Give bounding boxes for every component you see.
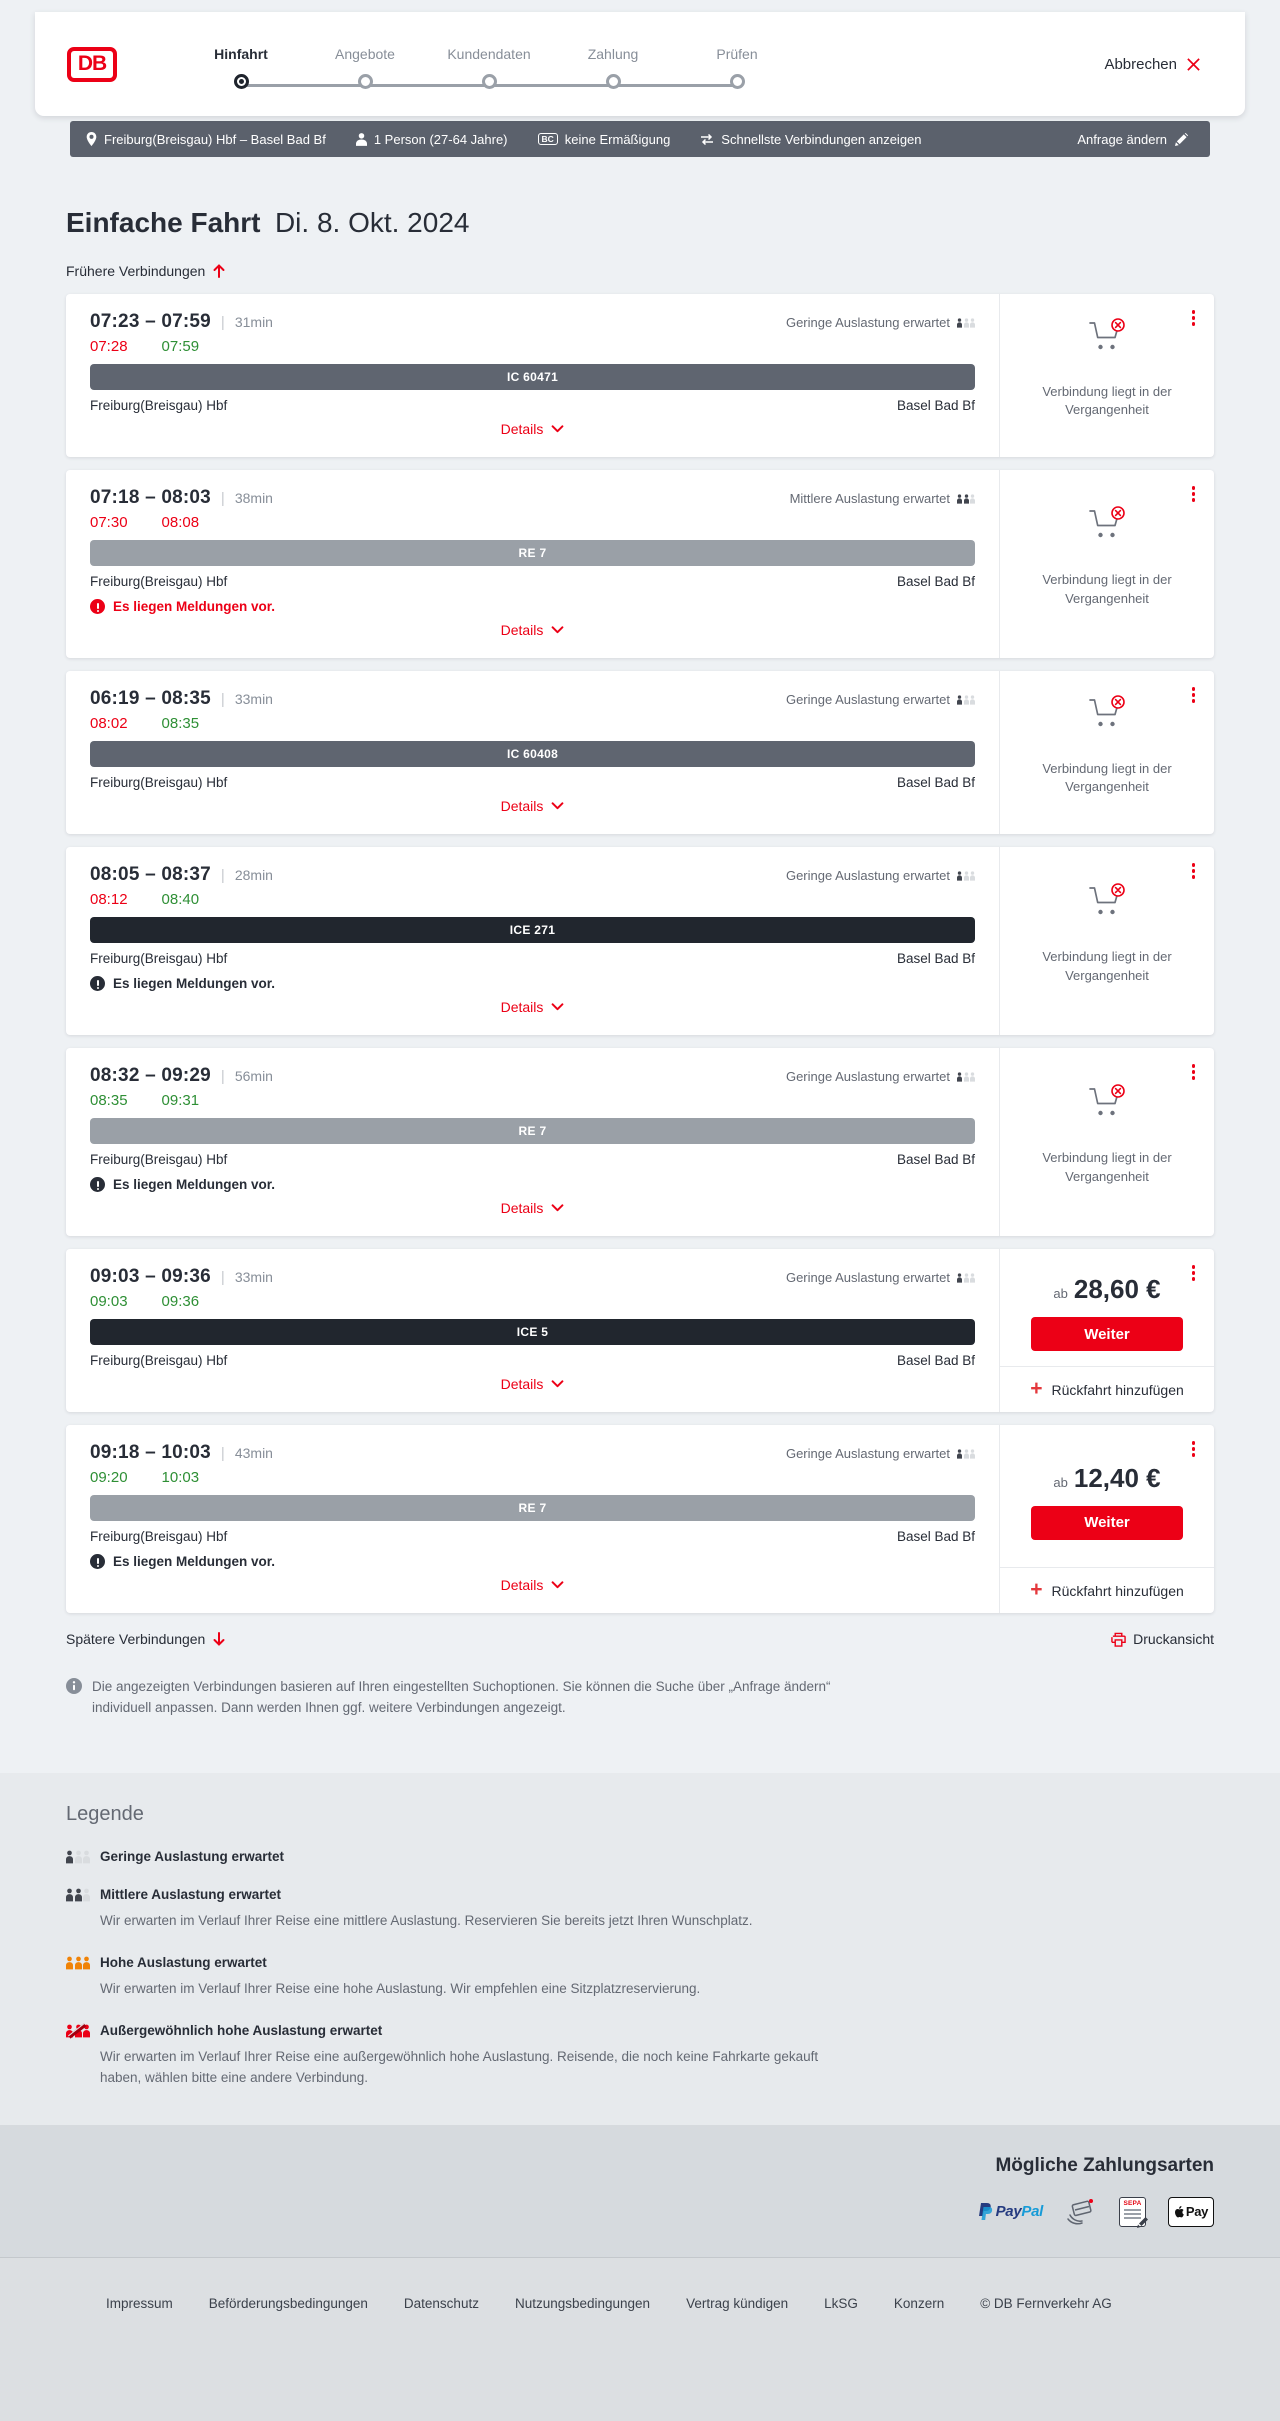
details-label: Details bbox=[500, 999, 544, 1015]
separator: | bbox=[220, 867, 225, 884]
realtime-times bbox=[90, 514, 975, 531]
occupancy-exceptional-icon bbox=[66, 2024, 90, 2038]
payments-section bbox=[0, 2125, 1280, 2257]
message-note bbox=[90, 1554, 975, 1569]
connection-side-panel bbox=[999, 294, 1214, 457]
chevron-down-icon bbox=[551, 425, 564, 433]
train-label: RE 7 bbox=[518, 1501, 547, 1515]
message-text: Es liegen Meldungen vor. bbox=[113, 599, 276, 614]
footer-link-impressum[interactable]: Impressum bbox=[106, 2295, 173, 2311]
cart-unavailable-icon bbox=[1088, 506, 1126, 540]
chevron-down-icon bbox=[551, 1003, 564, 1011]
footer-links bbox=[66, 2296, 1214, 2311]
past-connection-note bbox=[1025, 695, 1190, 811]
legend-item-description: Wir erwarten im Verlauf Ihrer Reise eine außergewöhnlich hohe Auslastung. Reisende, die noch keine Fahrkarte gekauft haben, wählen bitte eine andere Verbindung. bbox=[100, 2048, 819, 2085]
destination-station: Basel Bad Bf bbox=[896, 951, 975, 966]
destination-station: Basel Bad Bf bbox=[896, 1152, 975, 1167]
connection-side-panel bbox=[999, 847, 1214, 1035]
train-segment-bar[interactable] bbox=[90, 1118, 975, 1144]
legend-section bbox=[0, 1773, 1280, 2125]
legend-item-medium-occupancy bbox=[66, 1887, 1214, 1932]
location-pin-icon bbox=[86, 132, 97, 146]
legend-item-exceptional-occupancy bbox=[66, 2023, 1214, 2089]
stations-row bbox=[90, 1353, 975, 1368]
occupancy-high-icon bbox=[66, 1956, 90, 1970]
search-options-info-text: Die angezeigten Verbindungen basieren auf Ihren eingestellten Suchoptionen. Sie können die Suche über „Anfrage ändern“ individuell anpassen. Dann werden Ihnen ggf. weitere Verbindungen angezeigt. bbox=[92, 1679, 831, 1715]
arrow-up-icon bbox=[213, 264, 225, 278]
step-angebote[interactable] bbox=[303, 46, 427, 89]
apple-pay-label: Pay bbox=[1185, 2204, 1209, 2220]
details-toggle[interactable] bbox=[495, 790, 571, 820]
later-connections-button[interactable] bbox=[66, 1631, 225, 1647]
details-toggle[interactable] bbox=[495, 614, 571, 644]
train-segment-bar[interactable] bbox=[90, 741, 975, 767]
trip-type-title: Einfache Fahrt bbox=[66, 207, 261, 238]
destination-station: Basel Bad Bf bbox=[896, 398, 975, 413]
kebab-menu-button[interactable] bbox=[1188, 859, 1200, 883]
scheduled-times: 06:19 – 08:35 bbox=[90, 688, 211, 709]
paypal-word-2: Pal bbox=[1021, 2203, 1043, 2221]
occupancy bbox=[786, 868, 975, 883]
duration: 56min bbox=[234, 1068, 273, 1084]
past-connection-text: Verbindung liegt in der Vergangenheit bbox=[1042, 760, 1172, 795]
alert-icon bbox=[90, 1177, 105, 1192]
progress-stepper bbox=[179, 40, 799, 89]
realtime-times bbox=[90, 338, 975, 355]
departure-actual: 08:35 bbox=[90, 1092, 128, 1109]
connection-card bbox=[66, 1249, 1214, 1412]
step-dot-icon bbox=[482, 74, 497, 89]
connection-summary bbox=[66, 294, 999, 457]
separator: | bbox=[220, 1445, 225, 1462]
paypal-word-1: Pay bbox=[995, 2203, 1022, 2221]
occupancy-label: Geringe Auslastung erwartet bbox=[785, 1270, 950, 1285]
arrival-actual: 09:31 bbox=[161, 1092, 200, 1109]
discount-summary bbox=[538, 132, 671, 147]
plus-icon: + bbox=[1030, 1578, 1043, 1601]
connection-side-panel bbox=[999, 470, 1214, 658]
stations-row bbox=[90, 951, 975, 966]
earlier-connections-label: Frühere Verbindungen bbox=[66, 263, 206, 279]
credit-card-icon bbox=[1065, 2197, 1097, 2227]
connection-side-panel bbox=[999, 1425, 1214, 1613]
connection-card bbox=[66, 470, 1214, 658]
destination-station: Basel Bad Bf bbox=[896, 574, 975, 589]
kebab-menu-button[interactable] bbox=[1188, 482, 1200, 506]
footer-link-nutzungsbedingungen[interactable]: Nutzungsbedingungen bbox=[514, 2295, 651, 2311]
chevron-down-icon bbox=[551, 1380, 564, 1388]
passenger-text: 1 Person (27-64 Jahre) bbox=[373, 131, 508, 147]
realtime-times bbox=[90, 1469, 975, 1486]
origin-station: Freiburg(Breisgau) Hbf bbox=[90, 951, 228, 966]
separator: | bbox=[220, 314, 225, 331]
departure-actual: 07:28 bbox=[90, 338, 128, 355]
step-label: Hinfahrt bbox=[214, 45, 268, 62]
departure-actual: 07:30 bbox=[90, 514, 128, 531]
train-segment-bar[interactable] bbox=[90, 917, 975, 943]
cart-unavailable-icon bbox=[1088, 318, 1126, 352]
kebab-menu-button[interactable] bbox=[1188, 1437, 1200, 1461]
occupancy-medium-icon bbox=[66, 1888, 90, 1902]
arrival-actual: 09:36 bbox=[161, 1293, 200, 1310]
footer-link-konzern[interactable]: Konzern bbox=[893, 2295, 945, 2311]
stations-row bbox=[90, 574, 975, 589]
separator: | bbox=[220, 1068, 225, 1085]
arrow-down-icon bbox=[213, 1632, 225, 1646]
price-prefix: ab bbox=[1053, 1286, 1068, 1301]
print-view-button[interactable] bbox=[1111, 1631, 1214, 1647]
occupancy bbox=[790, 491, 975, 506]
connection-side-panel bbox=[999, 1048, 1214, 1236]
realtime-times bbox=[90, 891, 975, 908]
destination-station: Basel Bad Bf bbox=[896, 775, 975, 790]
discount-text: keine Ermäßigung bbox=[564, 131, 671, 147]
duration: 43min bbox=[234, 1445, 273, 1461]
connection-side-panel bbox=[999, 671, 1214, 834]
results-main bbox=[66, 157, 1214, 1719]
departure-actual: 08:02 bbox=[90, 715, 128, 732]
past-connection-note bbox=[1025, 506, 1190, 622]
occupancy-icon bbox=[957, 1072, 975, 1082]
add-return-button[interactable] bbox=[1000, 1567, 1214, 1613]
kebab-menu-button[interactable] bbox=[1188, 1060, 1200, 1084]
cart-unavailable-icon bbox=[1088, 1084, 1126, 1118]
step-pruefen[interactable] bbox=[675, 46, 799, 89]
kebab-menu-button[interactable] bbox=[1188, 306, 1200, 330]
footer-link-datenschutz[interactable]: Datenschutz bbox=[403, 2295, 479, 2311]
occupancy bbox=[786, 1270, 975, 1285]
details-toggle[interactable] bbox=[495, 413, 571, 443]
occupancy-label: Geringe Auslastung erwartet bbox=[785, 692, 950, 707]
occupancy-icon bbox=[957, 871, 975, 881]
step-label: Angebote bbox=[335, 45, 395, 62]
route-summary bbox=[86, 132, 326, 147]
details-toggle[interactable] bbox=[495, 1192, 571, 1222]
message-note bbox=[90, 1177, 975, 1192]
legend-item-low-occupancy bbox=[66, 1849, 1214, 1864]
connection-card bbox=[66, 671, 1214, 834]
legend-item-label: Außergewöhnlich hohe Auslastung erwartet bbox=[100, 2022, 383, 2038]
stations-row bbox=[90, 1529, 975, 1544]
alert-icon bbox=[90, 1554, 105, 1569]
footer-link-befoerderungsbedingungen[interactable]: Beförderungsbedingungen bbox=[208, 2295, 368, 2311]
separator: | bbox=[220, 1269, 225, 1286]
arrival-actual: 07:59 bbox=[161, 338, 200, 355]
view-option-text: Schnellste Verbindungen anzeigen bbox=[721, 131, 922, 147]
connection-summary bbox=[66, 1425, 999, 1613]
cart-unavailable-icon bbox=[1088, 695, 1126, 729]
details-toggle[interactable] bbox=[495, 991, 571, 1021]
db-logo-text: DB bbox=[77, 52, 107, 75]
connection-summary bbox=[66, 671, 999, 834]
add-return-label: Rückfahrt hinzufügen bbox=[1051, 1582, 1184, 1599]
occupancy-icon bbox=[957, 318, 975, 328]
cart-unavailable-icon bbox=[1088, 883, 1126, 917]
trip-date: Di. 8. Okt. 2024 bbox=[274, 207, 470, 238]
price-value: 28,60 € bbox=[1073, 1274, 1161, 1304]
continue-button[interactable]: Weiter bbox=[1031, 1506, 1183, 1540]
origin-station: Freiburg(Breisgau) Hbf bbox=[90, 574, 228, 589]
step-label: Zahlung bbox=[587, 45, 639, 62]
legend-item-label: Mittlere Auslastung erwartet bbox=[100, 1886, 282, 1902]
duration: 38min bbox=[234, 490, 273, 506]
past-connection-text: Verbindung liegt in der Vergangenheit bbox=[1042, 1150, 1172, 1184]
scheduled-times: 07:18 – 08:03 bbox=[90, 487, 211, 508]
footer-link-lksg[interactable]: LkSG bbox=[824, 2295, 858, 2311]
past-connection-text: Verbindung liegt in der Vergangenheit bbox=[1042, 949, 1172, 983]
occupancy-icon bbox=[957, 695, 975, 705]
details-label: Details bbox=[500, 1577, 544, 1593]
message-text: Es liegen Meldungen vor. bbox=[113, 976, 276, 991]
add-return-button[interactable] bbox=[1000, 1366, 1214, 1412]
passenger-summary bbox=[356, 132, 508, 147]
step-label: Kundendaten bbox=[447, 45, 531, 62]
cancel-label: Abbrechen bbox=[1104, 55, 1177, 73]
price-prefix: ab bbox=[1053, 1474, 1068, 1490]
occupancy-icon bbox=[957, 1273, 975, 1283]
db-logo bbox=[67, 47, 117, 82]
occupancy-label: Geringe Auslastung erwartet bbox=[785, 1069, 950, 1084]
add-return-label: Rückfahrt hinzufügen bbox=[1051, 1381, 1184, 1398]
legend-item-label: Geringe Auslastung erwartet bbox=[100, 1848, 285, 1864]
alert-icon bbox=[90, 976, 105, 991]
later-connections-label: Spätere Verbindungen bbox=[66, 1631, 206, 1647]
step-dot-icon bbox=[606, 74, 621, 89]
origin-station: Freiburg(Breisgau) Hbf bbox=[90, 1529, 228, 1544]
kebab-menu-button[interactable] bbox=[1188, 683, 1200, 707]
origin-station: Freiburg(Breisgau) Hbf bbox=[90, 1152, 228, 1167]
occupancy bbox=[786, 692, 975, 707]
footer-copyright: © DB Fernverkehr AG bbox=[980, 2295, 1112, 2311]
person-icon bbox=[356, 133, 367, 146]
occupancy bbox=[786, 1069, 975, 1084]
past-connection-text: Verbindung liegt in der Vergangenheit bbox=[1042, 572, 1172, 606]
paypal-icon bbox=[979, 2203, 1043, 2220]
occupancy bbox=[786, 1446, 975, 1461]
print-view-label: Druckansicht bbox=[1133, 1631, 1214, 1647]
bahncard-icon: BC bbox=[538, 133, 558, 146]
apple-pay-icon bbox=[1168, 2197, 1214, 2227]
sepa-icon bbox=[1119, 2197, 1146, 2227]
kebab-menu-button[interactable] bbox=[1188, 1261, 1200, 1285]
connection-summary bbox=[66, 470, 999, 658]
payment-methods bbox=[66, 2197, 1214, 2227]
scheduled-times: 08:05 – 08:37 bbox=[90, 864, 211, 885]
train-segment-bar[interactable] bbox=[90, 540, 975, 566]
connection-summary bbox=[66, 1048, 999, 1236]
departure-actual: 08:12 bbox=[90, 891, 128, 908]
alert-icon bbox=[90, 599, 105, 614]
step-dot-active-icon bbox=[234, 74, 249, 89]
origin-station: Freiburg(Breisgau) Hbf bbox=[90, 775, 228, 790]
payments-title: Mögliche Zahlungsarten bbox=[995, 2154, 1214, 2176]
printer-icon bbox=[1111, 1632, 1126, 1647]
sepa-label: SEPA bbox=[1123, 2199, 1142, 2207]
separator: | bbox=[220, 490, 225, 507]
past-connection-note bbox=[1025, 1084, 1190, 1200]
edit-query-button[interactable] bbox=[1071, 131, 1194, 148]
past-connection-text: Verbindung liegt in der Vergangenheit bbox=[1042, 383, 1172, 418]
past-connection-note bbox=[1025, 318, 1190, 434]
origin-station: Freiburg(Breisgau) Hbf bbox=[90, 398, 228, 413]
train-segment-bar[interactable] bbox=[90, 1319, 975, 1345]
step-zahlung[interactable] bbox=[551, 46, 675, 89]
price-area bbox=[1000, 1425, 1214, 1567]
stations-row bbox=[90, 1152, 975, 1167]
duration: 31min bbox=[234, 314, 273, 330]
details-toggle[interactable] bbox=[495, 1368, 571, 1398]
train-label: RE 7 bbox=[518, 1124, 547, 1138]
duration: 33min bbox=[234, 691, 273, 707]
step-kundendaten[interactable] bbox=[427, 46, 551, 89]
step-dot-icon bbox=[730, 74, 745, 89]
train-label: IC 60471 bbox=[506, 370, 559, 384]
details-label: Details bbox=[500, 1200, 544, 1216]
realtime-times bbox=[90, 1092, 975, 1109]
train-label: RE 7 bbox=[518, 546, 547, 560]
arrival-actual: 10:03 bbox=[161, 1469, 200, 1486]
destination-station: Basel Bad Bf bbox=[896, 1529, 975, 1544]
origin-station: Freiburg(Breisgau) Hbf bbox=[90, 1353, 228, 1368]
train-segment-bar[interactable] bbox=[90, 364, 975, 390]
price-area bbox=[1000, 1249, 1214, 1366]
price-value: 12,40 € bbox=[1073, 1462, 1161, 1493]
message-note bbox=[90, 599, 975, 614]
route-text: Freiburg(Breisgau) Hbf – Basel Bad Bf bbox=[104, 131, 326, 147]
chevron-down-icon bbox=[551, 1581, 564, 1589]
occupancy-low-icon bbox=[66, 1850, 90, 1864]
train-label: ICE 271 bbox=[509, 923, 556, 937]
occupancy-label: Geringe Auslastung erwartet bbox=[785, 315, 950, 330]
arrival-actual: 08:35 bbox=[161, 715, 200, 732]
view-option-summary bbox=[700, 132, 921, 147]
occupancy-label: Geringe Auslastung erwartet bbox=[785, 868, 950, 883]
legend-item-label: Hohe Auslastung erwartet bbox=[100, 1954, 267, 1970]
details-label: Details bbox=[500, 622, 544, 638]
details-label: Details bbox=[500, 798, 544, 814]
destination-station: Basel Bad Bf bbox=[896, 1353, 975, 1368]
connection-card bbox=[66, 847, 1214, 1035]
pencil-icon bbox=[1175, 133, 1188, 146]
stations-row bbox=[90, 775, 975, 790]
past-connection-note bbox=[1025, 883, 1190, 999]
scheduled-times: 09:03 – 09:36 bbox=[90, 1266, 211, 1287]
chevron-down-icon bbox=[551, 626, 564, 634]
train-label: IC 60408 bbox=[506, 747, 559, 761]
info-icon bbox=[66, 1678, 82, 1694]
chevron-down-icon bbox=[551, 1204, 564, 1212]
train-segment-bar[interactable] bbox=[90, 1495, 975, 1521]
message-note bbox=[90, 976, 975, 991]
step-hinfahrt[interactable] bbox=[179, 46, 303, 89]
footer bbox=[0, 2257, 1280, 2421]
departure-actual: 09:03 bbox=[90, 1293, 128, 1310]
legend-title: Legende bbox=[66, 1802, 144, 1825]
close-icon bbox=[1186, 57, 1201, 72]
step-label: Prüfen bbox=[716, 45, 758, 62]
transfer-arrows-icon bbox=[700, 134, 714, 145]
connection-summary bbox=[66, 847, 999, 1035]
connection-summary bbox=[66, 1249, 999, 1412]
plus-icon: + bbox=[1030, 1377, 1043, 1400]
arrival-actual: 08:08 bbox=[161, 514, 200, 531]
duration: 28min bbox=[234, 867, 273, 883]
realtime-times bbox=[90, 1293, 975, 1310]
header bbox=[35, 12, 1245, 116]
connection-side-panel bbox=[999, 1249, 1214, 1412]
connection-card bbox=[66, 294, 1214, 457]
chevron-down-icon bbox=[551, 802, 564, 810]
step-dot-icon bbox=[358, 74, 373, 89]
train-label: ICE 5 bbox=[516, 1325, 549, 1339]
duration: 33min bbox=[234, 1269, 273, 1285]
footer-link-vertrag-kuendigen[interactable]: Vertrag kündigen bbox=[686, 2295, 789, 2311]
edit-query-label: Anfrage ändern bbox=[1077, 131, 1167, 147]
search-options-info bbox=[66, 1677, 856, 1719]
legend-item-description: Wir erwarten im Verlauf Ihrer Reise eine mittlere Auslastung. Reservieren Sie bereits jetzt Ihren Wunschplatz. bbox=[100, 1912, 753, 1928]
connection-card bbox=[66, 1048, 1214, 1236]
separator: | bbox=[220, 691, 225, 708]
scheduled-times: 08:32 – 09:29 bbox=[90, 1065, 211, 1086]
scheduled-times: 07:23 – 07:59 bbox=[90, 311, 211, 332]
scheduled-times: 09:18 – 10:03 bbox=[90, 1442, 211, 1463]
legend-item-high-occupancy bbox=[66, 1955, 1214, 2000]
arrival-actual: 08:40 bbox=[161, 891, 200, 908]
continue-button[interactable]: Weiter bbox=[1031, 1317, 1183, 1351]
details-toggle[interactable] bbox=[495, 1569, 571, 1599]
legend-item-description: Wir erwarten im Verlauf Ihrer Reise eine hohe Auslastung. Wir empfehlen eine Sitzplatzreservierung. bbox=[100, 1980, 701, 1996]
details-label: Details bbox=[500, 421, 544, 437]
cancel-button[interactable] bbox=[1098, 55, 1207, 74]
stations-row bbox=[90, 398, 975, 413]
earlier-connections-button[interactable] bbox=[66, 263, 225, 279]
departure-actual: 09:20 bbox=[90, 1469, 128, 1486]
occupancy-icon bbox=[957, 1449, 975, 1459]
realtime-times bbox=[90, 715, 975, 732]
occupancy-label: Mittlere Auslastung erwartet bbox=[789, 491, 950, 506]
page-title bbox=[66, 207, 1214, 239]
occupancy-icon bbox=[957, 494, 975, 504]
details-label: Details bbox=[500, 1376, 544, 1392]
message-text: Es liegen Meldungen vor. bbox=[113, 1554, 276, 1569]
message-text: Es liegen Meldungen vor. bbox=[113, 1177, 276, 1192]
occupancy bbox=[786, 315, 975, 330]
occupancy-label: Geringe Auslastung erwartet bbox=[785, 1446, 950, 1461]
query-summary-bar bbox=[70, 121, 1210, 157]
connection-card bbox=[66, 1425, 1214, 1613]
